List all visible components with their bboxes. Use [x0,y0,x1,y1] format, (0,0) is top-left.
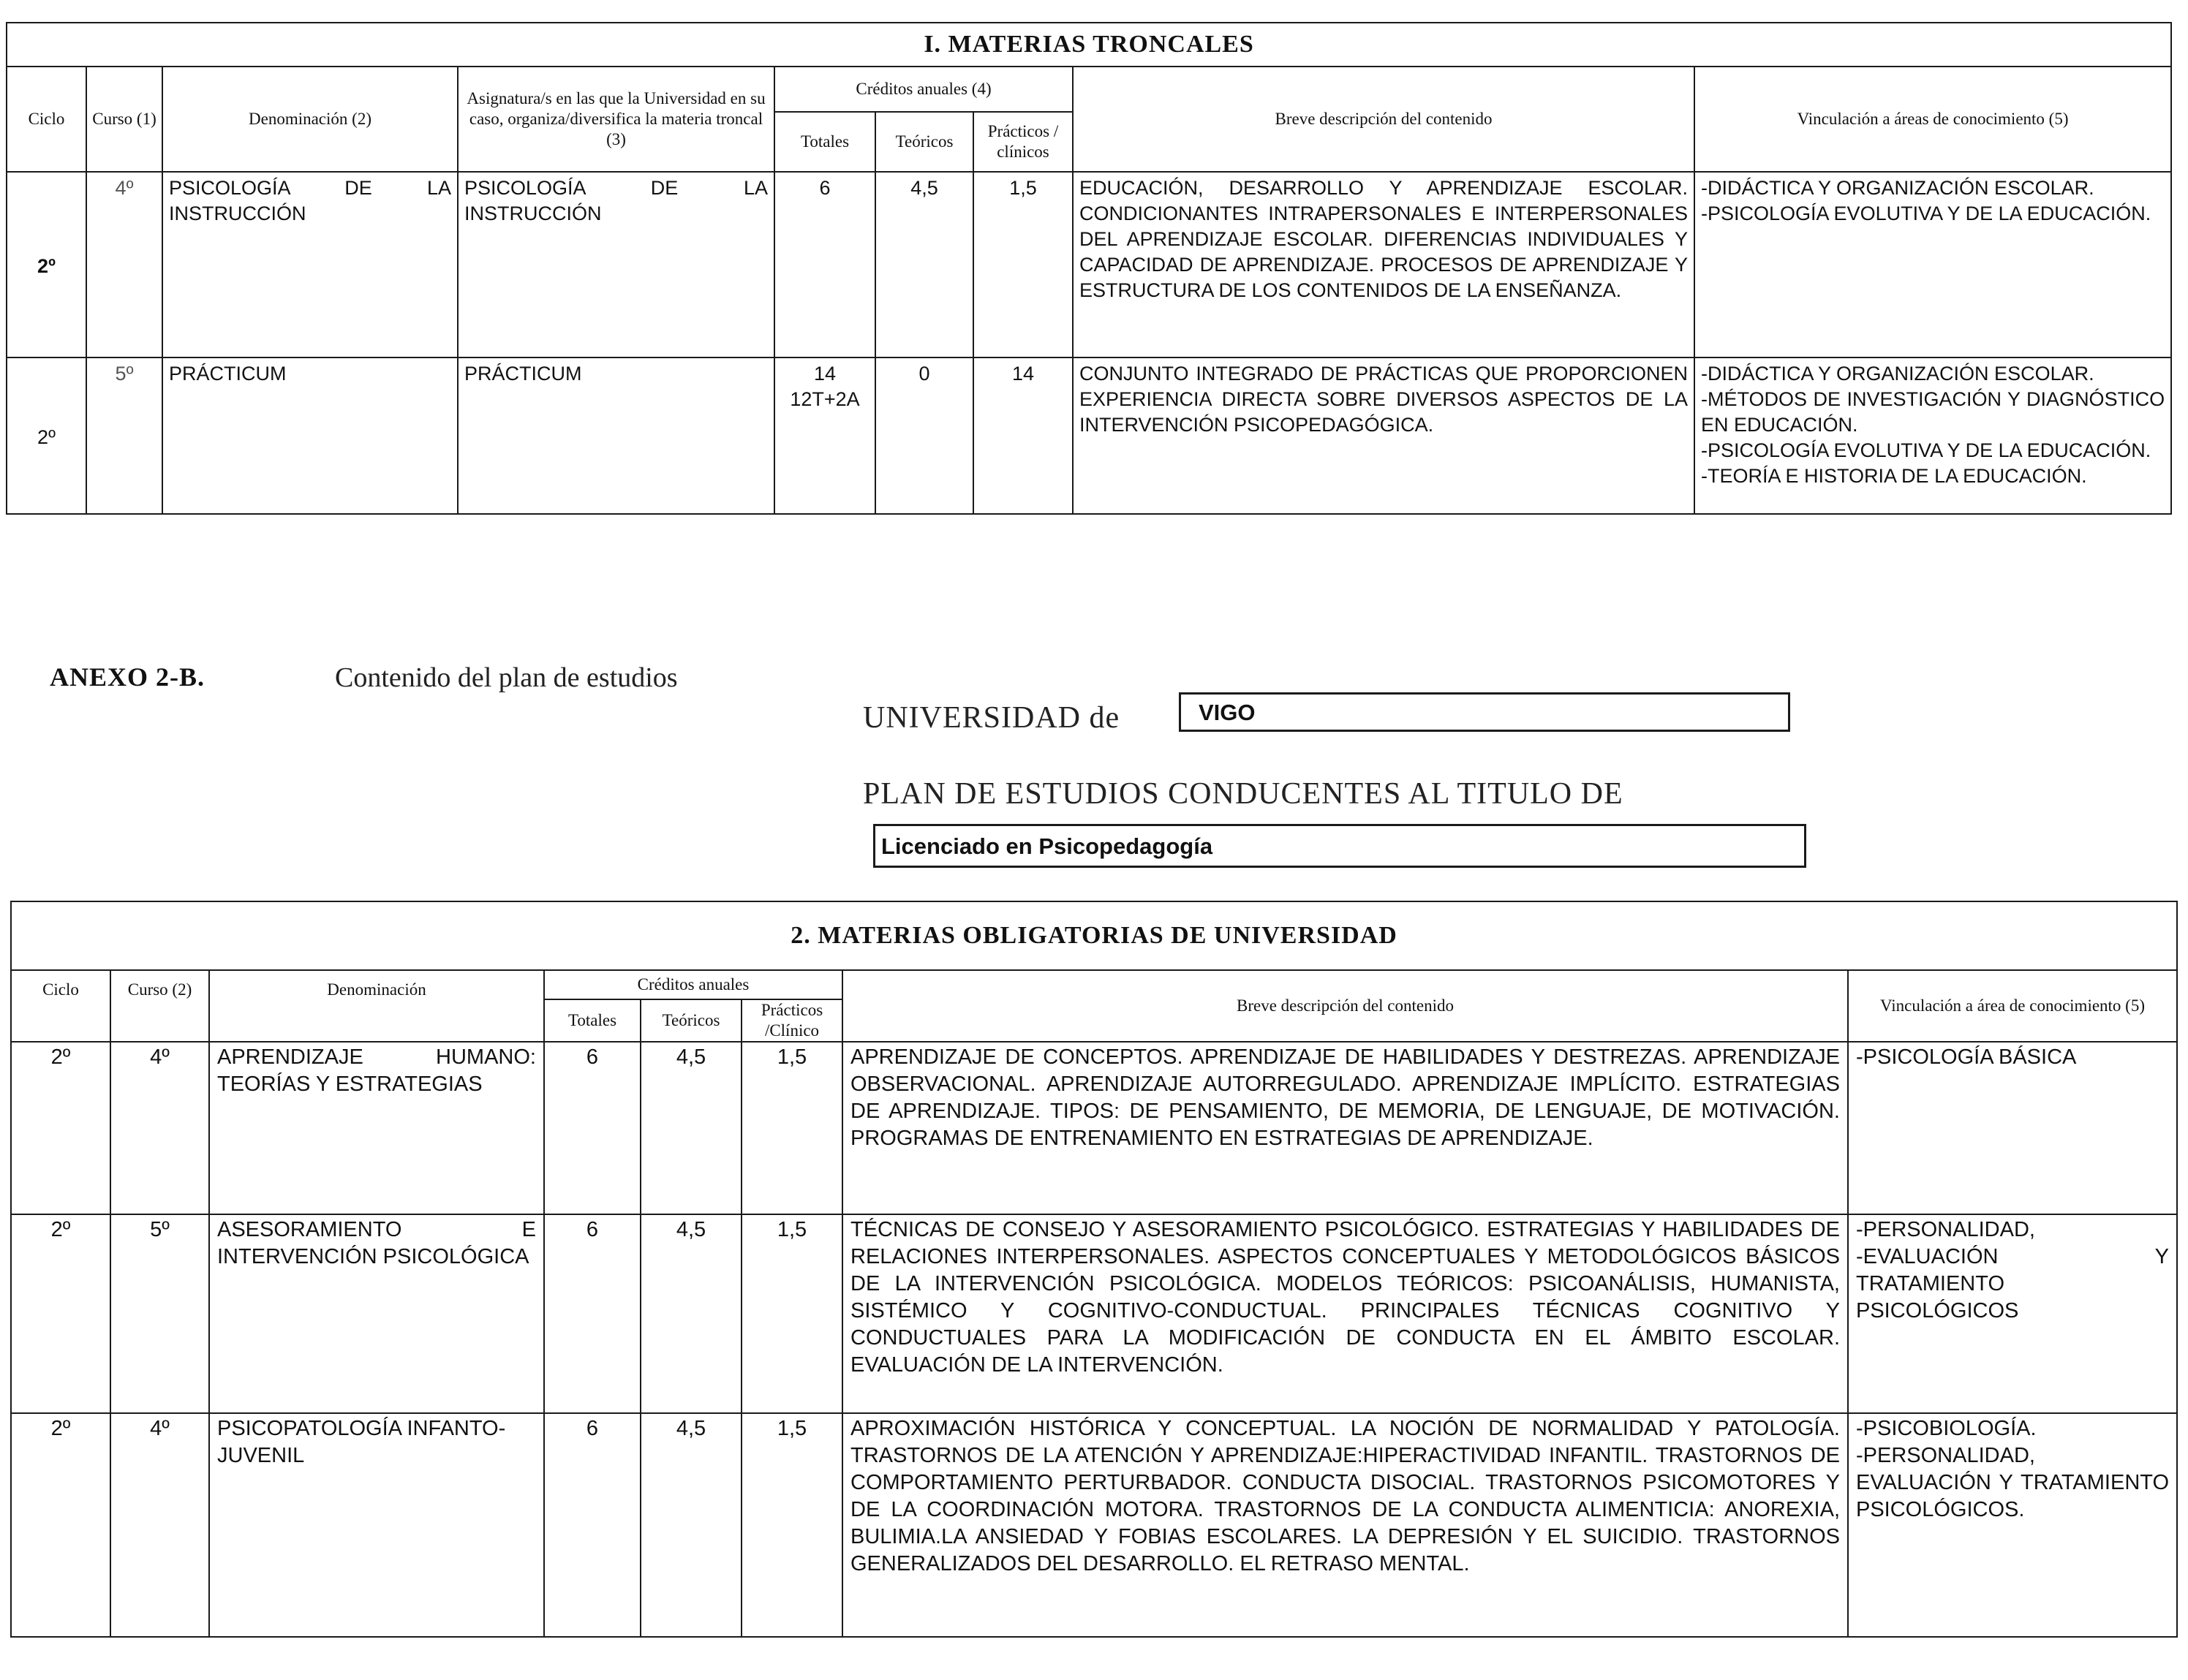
header-totales: Totales [544,999,641,1042]
cell-ciclo: 2º [11,1413,110,1637]
cell-vinculacion [1694,172,2171,357]
universidad-field: VIGO [1179,692,1790,732]
vinculacion-line: -DIDÁCTICA Y ORGANIZACIÓN ESCOLAR. [1701,363,2094,385]
cell-teoricos: 4,5 [641,1042,742,1214]
cell-denominacion: APRENDIZAJE HUMANO: TEORÍAS Y ESTRATEGIAS [209,1042,544,1214]
header-denominacion: Denominación [209,970,544,1042]
cell-ciclo: 2º [11,1042,110,1214]
cell-teoricos: 0 [875,357,973,514]
cell-asignatura: PRÁCTICUM [458,357,774,514]
cell-totales [774,357,875,514]
header-descripcion: Breve descripción del contenido [1073,67,1694,172]
cell-descripcion: CONJUNTO INTEGRADO DE PRÁCTICAS QUE PROPORCIONEN EXPERIENCIA DIRECTA SOBRE DIVERSOS ASPECTOS DE LA INTERVENCIÓN PSICOPEDAGÓGICA. [1073,357,1694,514]
cell-descripcion: APRENDIZAJE DE CONCEPTOS. APRENDIZAJE DE HABILIDADES Y DESTREZAS. APRENDIZAJE OBSERVACIONAL. APRENDIZAJE AUTORREGULADO. APRENDIZAJE IMPLÍCITO. ESTRATEGIAS DE APRENDIZAJE. TIPOS: DE PENSAMIENTO, DE MEMORIA, DE LENGUAJE, DE MOTIVACIÓN. PROGRAMAS DE ENTRENAMIENTO EN ESTRATEGIAS DE APRENDIZAJE. [842,1042,1848,1214]
troncales-table [6,22,2172,515]
vinculacion-line: -PERSONALIDAD, [1856,1218,2035,1241]
cell-curso: 5º [110,1214,209,1413]
cell-totales: 6 [544,1042,641,1214]
header-curso: Curso (2) [110,970,209,1042]
totales-value: 14 [813,363,837,385]
table-row [11,1042,2177,1214]
cell-totales: 6 [544,1413,641,1637]
cell-denominacion: PRÁCTICUM [162,357,458,514]
cell-vinculacion [1848,1042,2177,1214]
obligatorias-title: 2. MATERIAS OBLIGATORIAS DE UNIVERSIDAD [11,901,2177,970]
plan-label: PLAN DE ESTUDIOS CONDUCENTES AL TITULO DE [863,777,1623,811]
obligatorias-table [10,901,2178,1638]
table-row [7,357,2171,514]
header-descripcion: Breve descripción del contenido [842,970,1848,1042]
cell-practicos: 1,5 [742,1413,842,1637]
header-practicos: Prácticos /Clínico [742,999,842,1042]
vinculacion-line: -PSICOLOGÍA EVOLUTIVA Y DE LA EDUCACIÓN. [1701,439,2151,461]
cell-curso: 4º [110,1042,209,1214]
header-asignaturas: Asignatura/s en las que la Universidad en su caso, organiza/diversifica la materia troncal (3) [458,67,774,172]
header-creditos: Créditos anuales (4) [774,67,1073,112]
anexo-subtitle: Contenido del plan de estudios [335,662,678,693]
vinculacion-line: -PSICOBIOLOGÍA. [1856,1417,2037,1440]
vinculacion-line: -TEORÍA E HISTORIA DE LA EDUCACIÓN. [1701,465,2087,487]
cell-descripcion: APROXIMACIÓN HISTÓRICA Y CONCEPTUAL. LA NOCIÓN DE NORMALIDAD Y PATOLOGÍA. TRASTORNOS DE LA ATENCIÓN Y APRENDIZAJE:HIPERACTIVIDAD INFANTIL. TRASTORNOS DE COMPORTAMIENTO PERTURBADOR. CONDUCTA DISOCIAL. TRASTORNOS PSICOMOTORES Y DE LA COORDINACIÓN MOTORA. TRASTORNOS DE LA CONDUCTA ALIMENTICIA: ANOREXIA, BULIMIA.LA ANSIEDAD Y FOBIAS ESCOLARES. LA DEPRESIÓN Y EL SUICIDIO. TRASTORNOS GENERALIZADOS DEL DESARROLLO. EL RETRASO MENTAL. [842,1413,1848,1637]
cell-curso: 5º [86,357,162,514]
header-vinculacion: Vinculación a área de conocimiento (5) [1848,970,2177,1042]
table-row [11,1413,2177,1637]
header-curso: Curso (1) [86,67,162,172]
titulo-field: Licenciado en Psicopedagogía [873,824,1806,868]
cell-teoricos: 4,5 [641,1413,742,1637]
cell-totales: 6 [774,172,875,357]
vinculacion-line: -EVALUACIÓN Y TRATAMIENTO PSICOLÓGICOS [1856,1245,2170,1323]
cell-vinculacion [1694,357,2171,514]
cell-vinculacion [1848,1413,2177,1637]
header-denominacion: Denominación (2) [162,67,458,172]
universidad-label: UNIVERSIDAD de [863,701,1120,735]
table-row [11,1214,2177,1413]
cell-practicos: 14 [973,357,1073,514]
cell-descripcion: TÉCNICAS DE CONSEJO Y ASESORAMIENTO PSICOLÓGICO. ESTRATEGIAS Y HABILIDADES DE RELACIONES INTERPERSONALES. ASPECTOS CONCEPTUALES Y METODOLÓGICOS BÁSICOS DE LA INTERVENCIÓN PSICOLÓGICA. MODELOS TEÓRICOS: PSICOANÁLISIS, HUMANISTA, SISTÉMICO Y COGNITIVO-CONDUCTUAL. PRINCIPALES TÉCNICAS COGNITIVO Y CONDUCTUALES PARA LA MODIFICACIÓN DE CONDUCTA EN EL ÁMBITO ESCOLAR. EVALUACIÓN DE LA INTERVENCIÓN. [842,1214,1848,1413]
cell-descripcion: EDUCACIÓN, DESARROLLO Y APRENDIZAJE ESCOLAR. CONDICIONANTES INTRAPERSONALES E INTERPERSONALES DEL APRENDIZAJE ESCOLAR. DIFERENCIAS INDIVIDUALES Y CAPACIDAD DE APRENDIZAJE. PROCESOS DE APRENDIZAJE Y ESTRUCTURA DE LOS CONTENIDOS DE LA ENSEÑANZA. [1073,172,1694,357]
vinculacion-line: -MÉTODOS DE INVESTIGACIÓN Y DIAGNÓSTICO EN EDUCACIÓN. [1701,388,2165,436]
cell-ciclo: 2º [7,357,86,514]
anexo-label: ANEXO 2-B. [50,662,205,692]
cell-practicos: 1,5 [742,1042,842,1214]
vinculacion-line: -PSICOLOGÍA BÁSICA [1856,1045,2077,1069]
vinculacion-line: -DIDÁCTICA Y ORGANIZACIÓN ESCOLAR. [1701,177,2094,199]
troncales-title: I. MATERIAS TRONCALES [7,23,2171,67]
cell-asignatura: PSICOLOGÍA DE LA INSTRUCCIÓN [458,172,774,357]
totales-extra: 12T+2A [790,388,860,410]
cell-denominacion: PSICOLOGÍA DE LA INSTRUCCIÓN [162,172,458,357]
table-row [7,172,2171,357]
vinculacion-line: -PSICOLOGÍA EVOLUTIVA Y DE LA EDUCACIÓN. [1701,203,2151,224]
cell-vinculacion [1848,1214,2177,1413]
cell-teoricos: 4,5 [875,172,973,357]
cell-practicos: 1,5 [973,172,1073,357]
header-ciclo: Ciclo [11,970,110,1042]
header-practicos: Prácticos / clínicos [973,112,1073,172]
header-teoricos: Teóricos [875,112,973,172]
header-creditos: Créditos anuales [544,970,842,999]
cell-ciclo: 2º [11,1214,110,1413]
cell-totales: 6 [544,1214,641,1413]
cell-curso: 4º [86,172,162,357]
cell-denominacion: ASESORAMIENTO E INTERVENCIÓN PSICOLÓGICA [209,1214,544,1413]
cell-ciclo: 2º [7,172,86,357]
cell-curso: 4º [110,1413,209,1637]
header-totales: Totales [774,112,875,172]
cell-practicos: 1,5 [742,1214,842,1413]
header-vinculacion: Vinculación a áreas de conocimiento (5) [1694,67,2171,172]
vinculacion-line: -PERSONALIDAD, EVALUACIÓN Y TRATAMIENTO PSICOLÓGICOS. [1856,1444,2170,1521]
header-ciclo: Ciclo [7,67,86,172]
cell-teoricos: 4,5 [641,1214,742,1413]
cell-denominacion: PSICOPATOLOGÍA INFANTO-JUVENIL [209,1413,544,1637]
header-teoricos: Teóricos [641,999,742,1042]
